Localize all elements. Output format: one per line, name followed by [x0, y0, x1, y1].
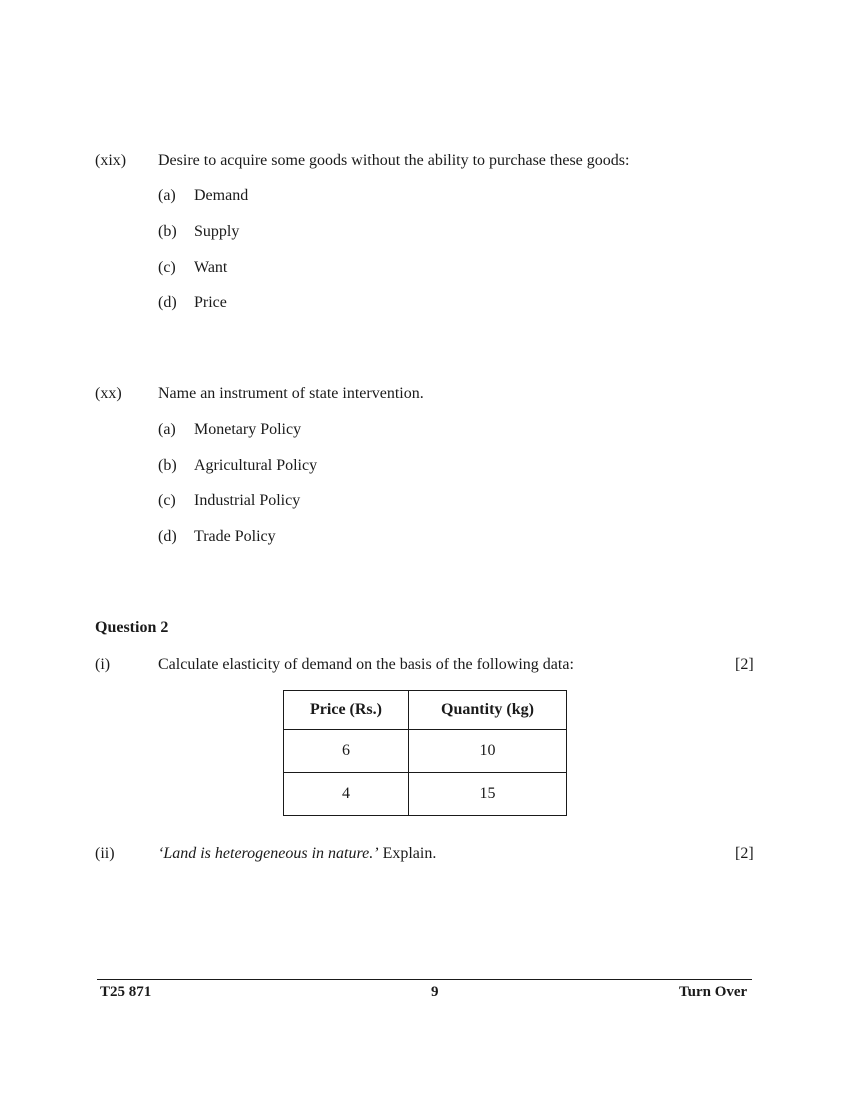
data-table	[283, 690, 567, 816]
question-number: (xx)	[95, 385, 122, 402]
table-row	[284, 773, 567, 816]
question-stem: Desire to acquire some goods without the ability to purchase these goods:	[158, 152, 630, 169]
column-header: Price (Rs.)	[284, 691, 409, 730]
table-cell: 4	[284, 773, 409, 816]
option-label: (d)	[158, 294, 177, 311]
part-number: (i)	[95, 656, 111, 673]
section-heading: Question 2	[95, 619, 169, 636]
option-text: Demand	[194, 187, 249, 204]
turn-over: Turn Over	[679, 984, 748, 1000]
option-label: (b)	[158, 223, 177, 240]
option-label: (a)	[158, 421, 176, 438]
part-text-italic: ‘Land is heterogeneous in nature.’	[158, 845, 379, 862]
part-text-plain: Explain.	[378, 845, 437, 862]
option-text: Agricultural Policy	[194, 457, 318, 474]
option-text: Price	[194, 294, 227, 311]
option-label: (c)	[158, 492, 176, 509]
option-text: Supply	[194, 223, 240, 240]
table-cell: 15	[409, 773, 567, 816]
table-header-row	[284, 691, 567, 730]
column-header: Quantity (kg)	[409, 691, 567, 730]
option-label: (d)	[158, 528, 177, 545]
option-label: (c)	[158, 259, 176, 276]
question-stem: Name an instrument of state intervention.	[158, 385, 424, 402]
option-text: Trade Policy	[194, 528, 276, 545]
marks: [2]	[735, 845, 754, 862]
footer-divider	[97, 979, 752, 980]
marks: [2]	[735, 656, 754, 673]
option-label: (a)	[158, 187, 176, 204]
option-text: Industrial Policy	[194, 492, 301, 509]
paper-code: T25 871	[100, 984, 152, 1000]
table-cell: 6	[284, 730, 409, 773]
table-row	[284, 730, 567, 773]
part-text: Calculate elasticity of demand on the basis of the following data:	[158, 656, 574, 673]
table-cell: 10	[409, 730, 567, 773]
option-text: Want	[194, 259, 228, 276]
option-label: (b)	[158, 457, 177, 474]
question-number: (xix)	[95, 152, 127, 169]
option-text: Monetary Policy	[194, 421, 302, 438]
part-text	[158, 844, 436, 864]
part-number: (ii)	[95, 845, 115, 862]
page-number: 9	[431, 984, 439, 1000]
